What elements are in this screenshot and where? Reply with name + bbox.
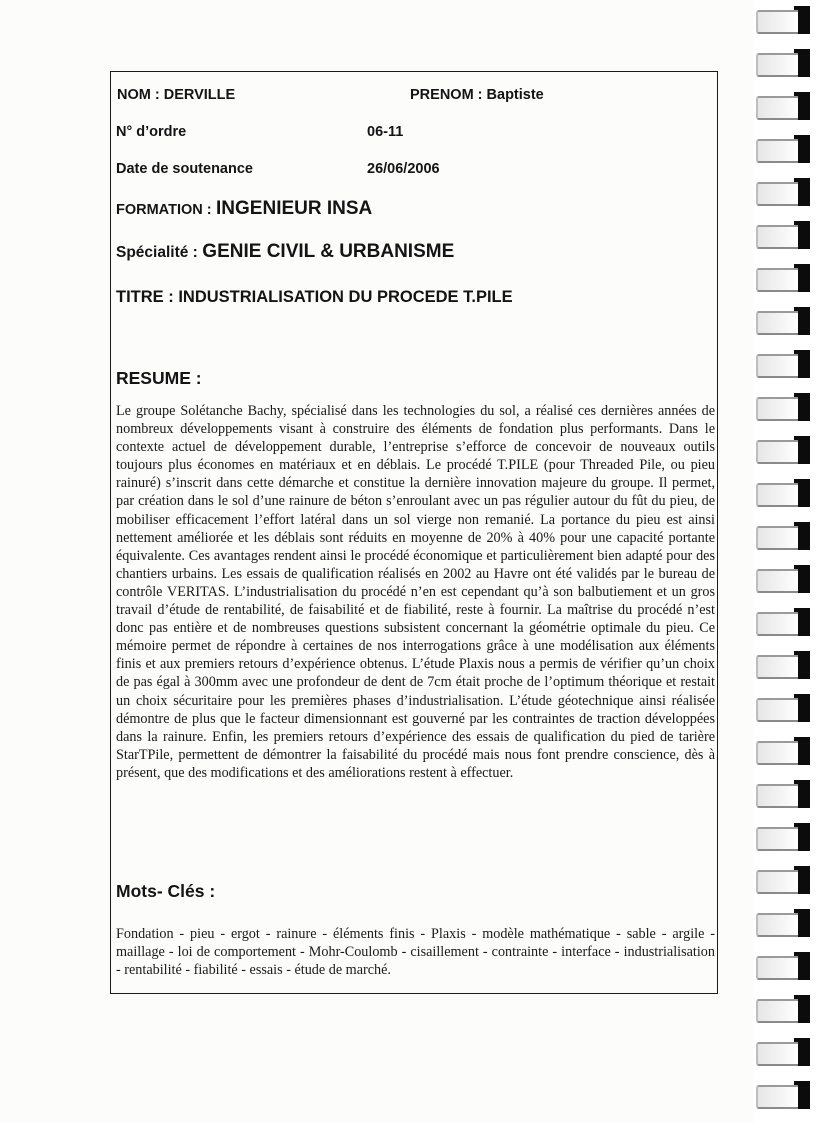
binding-ring — [754, 225, 816, 247]
spiral-binding — [754, 0, 816, 1123]
specialite-row — [116, 241, 454, 263]
binding-wire — [756, 655, 798, 679]
specialite-value: GENIE CIVIL & URBANISME — [202, 241, 455, 262]
titre-label: TITRE : — [116, 288, 174, 306]
binding-wire — [756, 440, 798, 464]
binding-wire — [756, 741, 798, 765]
formation-label: FORMATION : — [116, 202, 212, 218]
binding-ring — [754, 397, 816, 419]
binding-ring — [754, 10, 816, 32]
prenom-row — [410, 87, 544, 103]
binding-wire — [756, 569, 798, 593]
binding-ring — [754, 139, 816, 161]
binding-wire — [756, 698, 798, 722]
prenom-label: PRENOM : — [410, 87, 483, 103]
binding-ring — [754, 268, 816, 290]
keywords-text: Fondation - pieu - ergot - rainure - éléments finis - Plaxis - modèle mathématique - sable - argile - maillage - loi de comportement - Mohr-Coulomb - cisaillement - contrainte - interface - industrialisation - rentabilité - fiabilité - essais - étude de marché. — [116, 926, 715, 979]
ordre-label: N° d’ordre — [116, 124, 187, 140]
keywords-heading: Mots- Clés : — [116, 881, 216, 901]
nom-row — [117, 87, 235, 103]
binding-ring — [754, 870, 816, 892]
binding-ring — [754, 569, 816, 591]
binding-wire — [756, 612, 798, 636]
binding-ring — [754, 1042, 816, 1064]
binding-wire — [756, 956, 798, 980]
binding-ring — [754, 913, 816, 935]
abstract-frame — [110, 71, 718, 994]
titre-row — [116, 288, 513, 307]
binding-ring — [754, 96, 816, 118]
binding-ring — [754, 827, 816, 849]
formation-row — [116, 198, 372, 220]
binding-ring — [754, 483, 816, 505]
binding-ring — [754, 784, 816, 806]
binding-ring — [754, 999, 816, 1021]
nom-label: NOM : — [117, 87, 160, 103]
nom-value: DERVILLE — [163, 87, 236, 103]
binding-wire — [756, 526, 798, 550]
binding-wire — [756, 999, 798, 1023]
binding-ring — [754, 182, 816, 204]
binding-wire — [756, 182, 798, 206]
binding-ring — [754, 741, 816, 763]
prenom-value: Baptiste — [486, 87, 544, 103]
binding-ring — [754, 612, 816, 634]
binding-wire — [756, 354, 798, 378]
date-label: Date de soutenance — [116, 161, 253, 177]
binding-ring — [754, 526, 816, 548]
specialite-label: Spécialité : — [116, 244, 198, 261]
binding-wire — [756, 870, 798, 894]
formation-value: INGENIEUR INSA — [216, 198, 373, 219]
binding-ring — [754, 655, 816, 677]
resume-heading: RESUME : — [116, 368, 202, 388]
binding-ring — [754, 311, 816, 333]
ordre-value: 06-11 — [367, 124, 404, 140]
binding-wire — [756, 1085, 798, 1109]
binding-wire — [756, 139, 798, 163]
binding-wire — [756, 483, 798, 507]
binding-wire — [756, 268, 798, 292]
binding-wire — [756, 53, 798, 77]
date-value: 26/06/2006 — [367, 161, 440, 177]
binding-wire — [756, 913, 798, 937]
binding-wire — [756, 225, 798, 249]
binding-ring — [754, 698, 816, 720]
binding-wire — [756, 397, 798, 421]
binding-ring — [754, 1085, 816, 1107]
binding-ring — [754, 440, 816, 462]
binding-ring — [754, 53, 816, 75]
titre-value: INDUSTRIALISATION DU PROCEDE T.PILE — [178, 288, 513, 306]
binding-ring — [754, 956, 816, 978]
binding-wire — [756, 10, 798, 34]
binding-ring — [754, 354, 816, 376]
binding-wire — [756, 1042, 798, 1066]
resume-text: Le groupe Solétanche Bachy, spécialisé dans les technologies du sol, a réalisé ces dernières années de nombreux développements visant à construire des éléments de fondation plus performants. Dans le contexte actuel de développement durable, l’entreprise s’efforce de concevoir de nouveaux outils toujours plus économes en matériaux et en déblais. Le procédé T.PILE (pour Threaded Pile, ou pieu rainuré) s’inscrit dans cette démarche et constitue la dernière innovation majeure du groupe. Il permet, par création dans le sol d’une rainure de béton s’enroulant avec un pas régulier autour du fût du pieu, de mobiliser efficacement l’effort latéral dans un sol vierge non remanié. La portance du pieu est ainsi nettement améliorée et les déblais sont réduits en moyenne de 20% à 40% pour une capacité portante équivalente. Ces avantages rendent ainsi le procédé économique et particulièrement bien adapté pour des chantiers urbains. Les essais de qualification réalisés en 2002 au Havre ont été validés par le bureau de contrôle VERITAS. L’industrialisation du procédé n’en est cependant qu’à son balbutiement et un gros travail d’étude de rentabilité, de faisabilité et de fiabilité, reste à fournir. La maîtrise du procédé n’est donc pas entière et de nombreuses questions subsistent concernant la géométrie optimale du pieu. Ce mémoire permet de répondre à certaines de nos interrogations grâce à une modélisation aux éléments finis et aux premiers retours d’expérience obtenus. L’étude Plaxis nous a permis de vérifier qu’un choix de pas égal à 300mm avec une profondeur de dent de 7cm était proche de l’optimum théorique et restait un choix sécuritaire pour les premières phases d’industrialisation. L’étude géotechnique ainsi réalisée démontre de plus que le facteur dimensionnant est gouverné par les contraintes de traction développées dans la rainure. Enfin, les premiers retours d’expérience des essais de qualification du pied de tarière StarTPile, permettent de démontrer la faisabilité du procédé mais nous font prendre conscience, dès à présent, que des modifications et des améliorations restent à effectuer. — [116, 403, 715, 781]
binding-wire — [756, 311, 798, 335]
binding-wire — [756, 784, 798, 808]
binding-wire — [756, 827, 798, 851]
binding-wire — [756, 96, 798, 120]
